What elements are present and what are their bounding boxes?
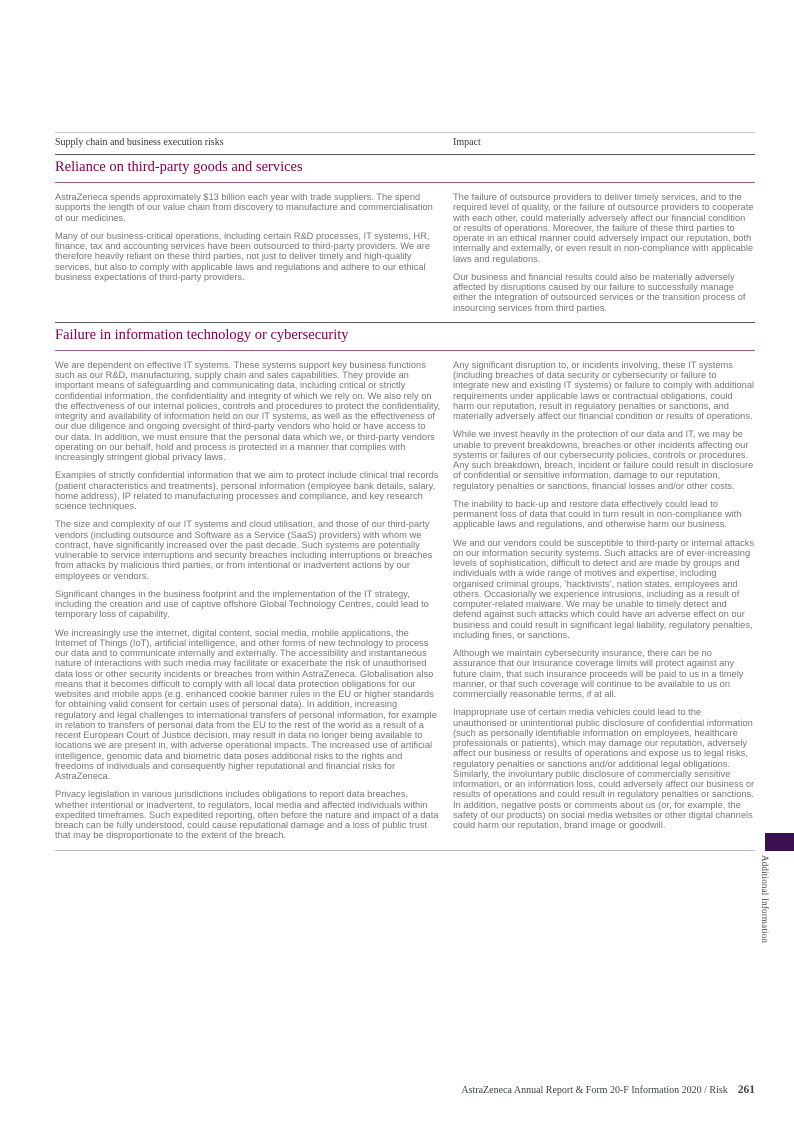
section-title: Failure in information technology or cybersecurity: [55, 323, 755, 351]
impact-paragraph: We and our vendors could be susceptible to third-party or internal attacks on our information security systems. Such attacks are of ever-increasing levels of sophistication, difficult to detect and are made by groups and individuals with a wide range of motives and expertise, including organised criminal groups, ‘hacktivists’, nation states, employees and others. Occasionally we experience intrusions, including as a result of computer-related malware. We may be unable to timely detect and defend against such attacks which could have an adverse effect on our business and could result in significant legal liability, regulatory penalties, including fines, or sanctions.: [453, 537, 755, 640]
impact-paragraph: The inability to back-up and restore data effectively could lead to permanent loss of data that could in turn result in non-compliance with applicable laws and regulations, and otherwise harm our business.: [453, 498, 742, 530]
section-columns: [55, 351, 755, 850]
page-number: 261: [737, 1084, 755, 1096]
page-footer: [461, 1084, 755, 1096]
risk-column: [55, 360, 453, 841]
risk-paragraph: Many of our business-critical operations, including certain R&D processes, IT systems, HR, finance, tax and accounting services have been outsourced to third-party providers. We are therefore heavily reliant on these third parties, not just to deliver timely and high-quality services, but also to comply with applicable laws and regulations and adhere to our ethical business expectations of third-party providers.: [55, 230, 431, 282]
section-title: Reliance on third-party goods and services: [55, 155, 755, 183]
impact-column: [453, 360, 755, 841]
risk-column-header: Supply chain and business execution risks: [55, 137, 224, 148]
section-reliance-on-third-party: [55, 154, 755, 322]
risk-paragraph: Examples of strictly confidential information that we aim to protect include clinical trial records (patient characteristics and treatments), personal information (employee bank details, salary, home address), IP related to manufacturing processes and compliance, and key research science techniques.: [55, 470, 439, 511]
risk-paragraph: The size and complexity of our IT systems and cloud utilisation, and those of our third-party vendors (including outsource and Software as a Service (SaaS) providers) with whom we contract, have significantly increased over the past decade. Such systems are potentially vulnerable to service interruptions and security breaches including interruptions or breaches from attacks by malicious third parties, or from intentional or inadvertent actions by our employees or vendors.: [55, 519, 433, 581]
impact-column: [453, 192, 755, 313]
footer-report-title: AstraZeneca Annual Report & Form 20-F Information 2020 / Risk: [461, 1085, 728, 1096]
impact-paragraph: Inappropriate use of certain media vehicles could lead to the unauthorised or unintentional public disclosure of confidential information (such as personally identifiable information on employees, healthcare professionals or patients), which may damage our reputation, adversely affect our business or results of operations and expose us to legal risks, regulatory penalties or sanctions and/or additional legal obligations. Similarly, the involuntary public disclosure of commercially sensitive information, or an information loss, could adversely affect our business or results of operations and could result in regulatory penalties or sanctions. In addition, negative posts or comments about us (or, for example, the safety of our products) on social media websites or other digital channels could harm our reputation, brand image or goodwill.: [453, 707, 755, 830]
section-tab-marker: [765, 833, 794, 851]
content-bottom-rule: [55, 850, 755, 851]
risk-paragraph: We increasingly use the internet, digital content, social media, mobile applications, the Internet of Things (IoT), artificial intelligence, and other forms of new technology to process our data and to communicate internally and externally. The accessibility and instantaneous nature of interactions with such media may facilitate or exacerbate the risk of unauthorised data loss or other security incidents or breaches from within AstraZeneca. Globalisation also means that it becomes difficult to comply with all local data protection obligations for our websites and mobile apps (e.g. enhanced cookie banner rules in the EU or higher standards for obtaining valid consent for certain uses of personal data). In addition, increasing regulatory and legal challenges to international transfers of personal information, for example in relation to transfers of personal data from the EU to the rest of the world as a result of a recent European Court of Justice decision, may result in data no longer being available to locations we are present in, with adverse operational impacts. The increased use of artificial intelligence, genomic data and biometric data poses additional risks to the rights and freedoms of individuals and consequently higher reputational and financial risks for AstraZeneca.: [55, 627, 437, 781]
table-header-row: [55, 132, 755, 154]
impact-paragraph: While we invest heavily in the protection of our data and IT, we may be unable to prevent breakdowns, breaches or other incidents affecting our systems or failures of our cybersecurity policies, controls or procedures. Any such breakdown, breach, incident or failure could result in disclosure of confidential or sensitive information, damage to our reputation, regulatory penalties or sanctions, financial losses and/or other costs.: [453, 429, 754, 491]
impact-paragraph: The failure of outsource providers to deliver timely services, and to the required level of quality, or the failure of outsource providers to cooperate with each other, could materially adversely affect our financial condition or results of operations. Moreover, the failure of these third parties to operate in an ethical manner could adversely impact our reputation, both internally and externally, or even result in non-compliance with applicable laws and regulations.: [453, 192, 754, 264]
risk-table: [55, 132, 755, 851]
impact-paragraph: Our business and financial results could also be materially adversely affected by disruptions caused by our failure to successfully manage either the integration of outsourced services or the transition process of insourcing services from third parties.: [453, 271, 746, 313]
risk-paragraph: Privacy legislation in various jurisdictions includes obligations to report data breaches, whether intentional or inadvertent, to regulators, local media and affected individuals within expedited timeframes. Such expedited reporting, often before the nature and impact of a data breach can be fully understood, could cause reputational damage and a loss of public trust that may be disproportionate to the extent of the breach.: [55, 789, 439, 841]
impact-column-header: Impact: [453, 137, 481, 148]
risk-column: [55, 192, 453, 313]
impact-paragraph: Although we maintain cybersecurity insurance, there can be no assurance that our insurance coverage limits will protect against any future claim, that such insurance proceeds will be paid to us in a timely manner, or that such coverage will continue to be available to us on commercially reasonable terms, if at all.: [453, 648, 744, 699]
section-it-cybersecurity-failure: [55, 322, 755, 850]
impact-paragraph: Any significant disruption to, or incidents involving, these IT systems (including breaches of data security or cybersecurity or failure to integrate new and existing IT systems) or failure to comply with additional requirements under applicable laws or contractual obligations, could harm our reputation, result in regulatory penalties or sanctions, and materially adversely affect our financial condition or results of operations.: [453, 359, 755, 421]
risk-paragraph: Significant changes in the business footprint and the implementation of the IT strategy, including the creation and use of captive offshore Global Technology Centres, could lead to temporary loss of capability.: [55, 588, 429, 620]
section-columns: [55, 183, 755, 322]
risk-paragraph: We are dependent on effective IT systems. These systems support key business functions such as our R&D, manufacturing, supply chain and sales capabilities. They provide an important means of safeguarding and communicating data, including critical or strictly confidential information, the confidentiality and integrity of which we rely on. We also rely on the effectiveness of our internal policies, controls and procedures to protect the confidentiality, integrity and availability of information held on our IT systems, as well as the effectiveness of our due diligence and ongoing oversight of third-party vendors who hold or have access to our data. In addition, we must ensure that the personal data which we, or third-party vendors operating on our behalf, hold and process is protected in a manner that complies with increasingly stringent global privacy laws.: [55, 359, 441, 462]
risk-paragraph: AstraZeneca spends approximately $13 billion each year with trade suppliers. The spend supports the length of our value chain from discovery to manufacture and commercialisation of our medicines.: [55, 192, 433, 223]
section-tab-label: Additional Information: [760, 855, 770, 944]
